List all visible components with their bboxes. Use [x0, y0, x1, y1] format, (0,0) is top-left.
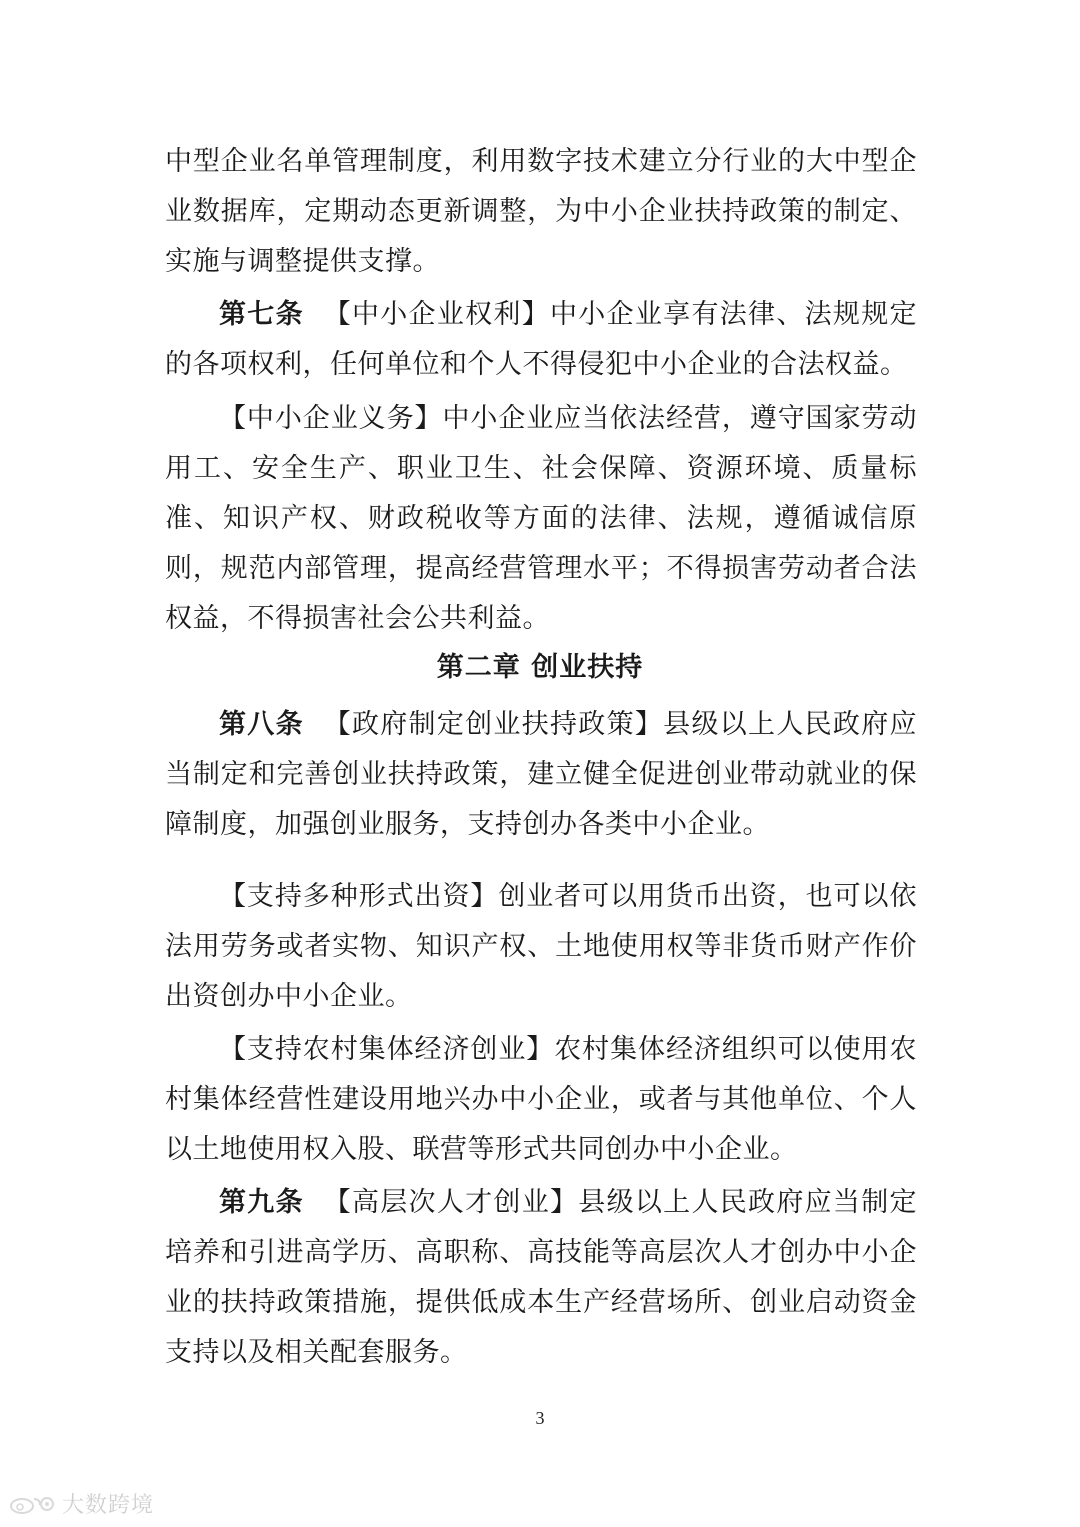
chapter-title: 第二章 创业扶持: [436, 652, 644, 683]
paragraph-text: 【中小企业权利】中小企业享有法律、法规规定的各项权利，任何单位和个人不得侵犯中小企业的合法权益。: [165, 299, 918, 380]
paragraph-text: 【支持多种形式出资】创业者可以用货币出资，也可以依法用劳务或者实物、知识产权、土地使用权等非货币财产作价出资创办中小企业。: [165, 881, 917, 1012]
article-7-paragraph: [165, 290, 917, 390]
paragraph-rural-collective: [165, 1025, 917, 1175]
article-9-paragraph: [165, 1178, 917, 1378]
paragraph-continuation: [165, 137, 917, 287]
weibo-logo-icon: [8, 1493, 56, 1515]
paragraph-text: 【高层次人才创业】县级以上人民政府应当制定培养和引进高学历、高职称、高技能等高层次人才创办中小企业的扶持政策措施，提供低成本生产经营场所、创业启动资金支持以及相关配套服务。: [165, 1187, 918, 1368]
paragraph-capital-contribution: [165, 872, 917, 1022]
watermark: [8, 1488, 154, 1519]
paragraph-text: 【支持农村集体经济创业】农村集体经济组织可以使用农村集体经营性建设用地兴办中小企业，或者与其他单位、个人以土地使用权入股、联营等形式共同创办中小企业。: [165, 1034, 917, 1165]
article-label: 第七条: [219, 299, 304, 330]
paragraph-text: 【中小企业义务】中小企业应当依法经营，遵守国家劳动用工、安全生产、职业卫生、社会保障、资源环境、质量标准、知识产权、财政税收等方面的法律、法规，遵循诚信原则，规范内部管理，提高经营管理水平；不得损害劳动者合法权益，不得损害社会公共利益。: [165, 403, 917, 634]
page-number: 3: [535, 1408, 545, 1428]
article-label: 第九条: [219, 1187, 304, 1218]
article-8-paragraph: [165, 700, 917, 850]
paragraph-text: 【政府制定创业扶持政策】县级以上人民政府应当制定和完善创业扶持政策，建立健全促进创业带动就业的保障制度，加强创业服务，支持创办各类中小企业。: [165, 709, 918, 840]
article-label: 第八条: [219, 709, 304, 740]
paragraph-text: 中型企业名单管理制度，利用数字技术建立分行业的大中型企业数据库，定期动态更新调整，为中小企业扶持政策的制定、实施与调整提供支撑。: [165, 146, 917, 277]
paragraph-obligations: [165, 394, 917, 644]
watermark-text: 大数跨境: [62, 1493, 155, 1518]
